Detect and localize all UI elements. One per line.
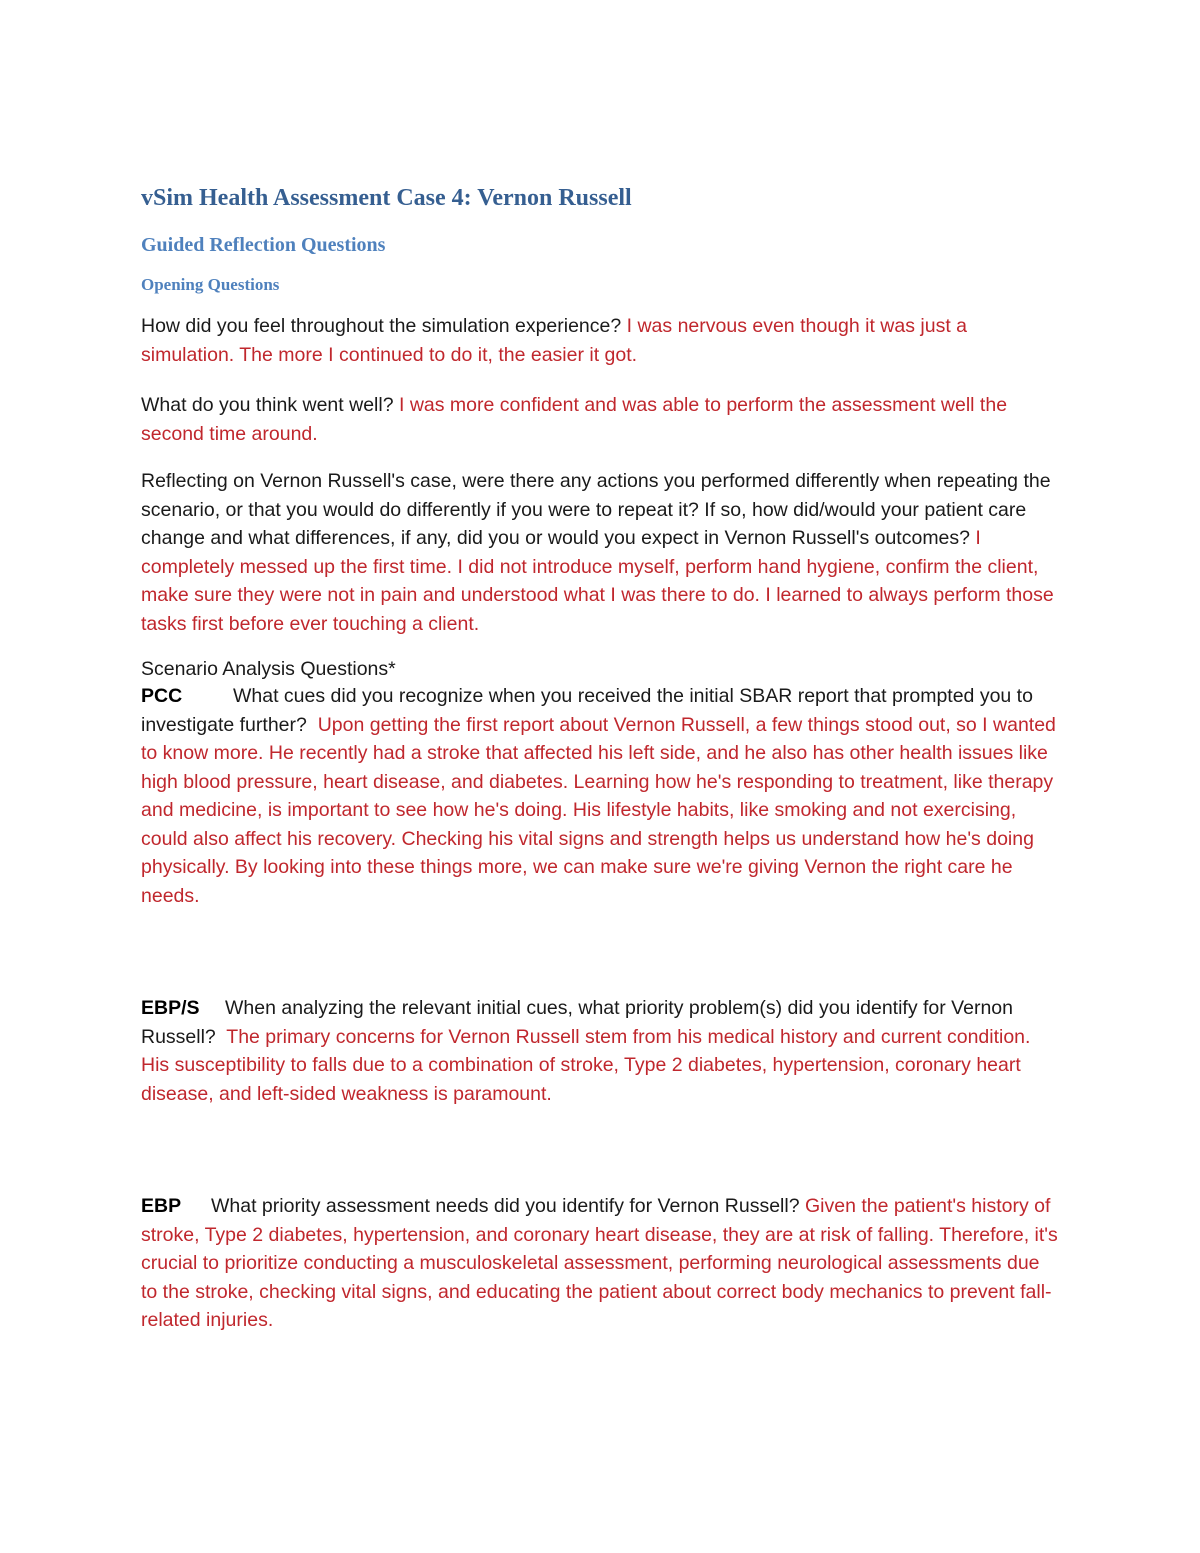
document-page <box>141 180 1061 1335</box>
question-text: Reflecting on Vernon Russell's case, were there any actions you performed differently when repeating the scenario, or that you would do differently if you were to repeat it? If so, how did/would your patient care change and what differences, if any, did you or would you expect in Vernon Russell's outcomes? <box>141 470 1051 549</box>
question-tag: EBP <box>141 1195 182 1217</box>
scenario-question-ebp <box>141 1192 1061 1335</box>
document-title: vSim Health Assessment Case 4: Vernon Russell <box>141 185 632 211</box>
scenario-analysis-heading: Scenario Analysis Questions* <box>141 658 396 680</box>
question-text: What do you think went well? <box>141 394 394 416</box>
answer-text: I was more confident and was able to perform the assessment well the second time around. <box>141 394 1008 445</box>
scenario-question-ebps <box>141 994 1061 1108</box>
answer-text: I completely messed up the first time. I did not introduce myself, perform hand hygiene, confirm the client, make sure they were not in pain and understood what I was there to do. I learned to always perform those tasks first before ever touching a client. <box>141 527 1054 635</box>
question-text: How did you feel throughout the simulation experience? <box>141 315 622 337</box>
opening-question-3 <box>141 467 1061 638</box>
answer-text: The primary concerns for Vernon Russell stem from his medical history and current condition. His susceptibility to falls due to a combination of stroke, Type 2 diabetes, hypertension, coronary heart disease, and left-sided weakness is paramount. <box>141 1025 1031 1105</box>
question-tag: PCC <box>141 685 183 707</box>
opening-question-1 <box>141 312 1061 369</box>
document-subtitle: Guided Reflection Questions <box>141 234 386 256</box>
opening-question-2 <box>141 391 1061 448</box>
section-heading-opening-questions: Opening Questions <box>141 275 280 294</box>
answer-text: Upon getting the first report about Vernon Russell, a few things stood out, so I wanted to know more. He recently had a stroke that affected his left side, and he also has other health issues like high blood pressure, heart disease, and diabetes. Learning how he's responding to treatment, like therapy and medicine, is important to see how he's doing. His lifestyle habits, like smoking and not exercising, could also affect his recovery. Checking his vital signs and strength helps us understand how he's doing physically. By looking into these things more, we can make sure we're giving Vernon the right care he needs. <box>141 713 1056 907</box>
question-text: When analyzing the relevant initial cues, what priority problem(s) did you identify for Vernon Russell? <box>141 997 1013 1048</box>
answer-text: I was nervous even though it was just a simulation. The more I continued to do it, the easier it got. <box>141 315 967 366</box>
question-text: What cues did you recognize when you received the initial SBAR report that prompted you to investigate further? <box>141 685 1033 736</box>
answer-text: Given the patient's history of stroke, Type 2 diabetes, hypertension, and coronary heart disease, they are at risk of falling. Therefore, it's crucial to prioritize conducting a musculoskeletal assessment, performing neurological assessments due to the stroke, checking vital signs, and educating the patient about correct body mechanics to prevent fall-related injuries. <box>141 1195 1058 1331</box>
scenario-question-pcc <box>141 682 1061 910</box>
question-text: What priority assessment needs did you identify for Vernon Russell? <box>211 1195 800 1217</box>
question-tag: EBP/S <box>141 997 200 1019</box>
